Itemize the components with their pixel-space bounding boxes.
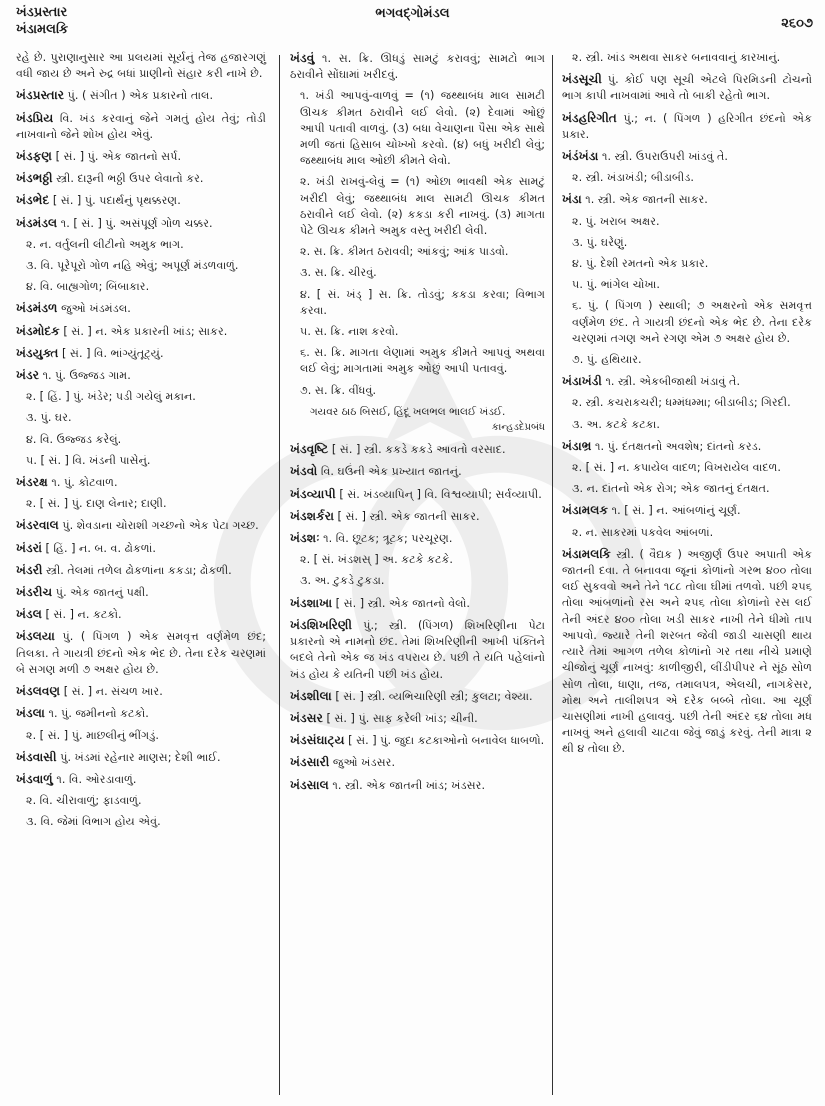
- headword: ખંડામલક: [562, 503, 609, 518]
- sense-item: [16, 237, 266, 253]
- sense-item: [16, 389, 266, 405]
- sense-item: [16, 432, 266, 448]
- headword: ખંડલવણ: [16, 684, 61, 699]
- definition-text: ૩. ન. દાંતનો એક રોગ; એક જાતનું દંતક્ષત.: [572, 482, 770, 496]
- page-number: ૨૬૦૭: [781, 16, 813, 31]
- dictionary-entry: [290, 530, 545, 547]
- sense-item: [562, 256, 812, 272]
- definition-text: પું. ( સંગીત ) એક પ્રકારનો તાલ.: [64, 89, 214, 103]
- sense-item: [290, 244, 545, 260]
- definition-text: ૧. પું. ઉજ્જડ ગામ.: [39, 369, 131, 383]
- dictionary-entry: [290, 463, 545, 480]
- definition-text: ૪. [ સં. ખંડ્ ] સ. ક્રિ. તોડવું; કકડા કરવા; વિભાગ કરવા.: [300, 287, 545, 317]
- citation-quote: [290, 404, 545, 420]
- definition-text: ૨. [ સં. ] ન. કપાયેલ વાદળ; વિખરાયેલ વાદળ.: [572, 461, 781, 475]
- definition-text: ૩. વિ. જેમાં વિભાગ હોય એવું.: [26, 815, 161, 829]
- definition-text: ૧. સ્ત્રી. એકબીજાથી ખંડાવું તે.: [601, 375, 741, 389]
- sense-item: [290, 88, 545, 169]
- definition-text: ૩. પું. ઘર.: [26, 411, 72, 425]
- headword: ખંડસર: [290, 710, 323, 725]
- definition-text: ૩. પું. ઘરેણું.: [572, 235, 628, 249]
- sense-item: [562, 460, 812, 476]
- headword: ખંડમોદક: [16, 323, 60, 338]
- definition-text: ૧. પું. જમીનનો કટકો.: [44, 707, 149, 721]
- headword: ખંડફણ: [16, 149, 53, 164]
- dictionary-entry: [16, 215, 266, 232]
- definition-text: ૧. સ. ક્રિ. ઊધડું સામટું કરાવવું; સામટો ભાગ ઠરાવીને સોંઘામાં ખરીદવું.: [290, 52, 545, 82]
- sense-item: [290, 174, 545, 239]
- headword: ખંડશઃ: [290, 531, 320, 546]
- dictionary-entry: [290, 508, 545, 525]
- headword: ખંડમંડલ: [16, 215, 58, 230]
- headword: ખંડાખંડી: [562, 374, 602, 389]
- definition-text: ૧. સ્ત્રી. એક જાતની ખાંડ; ખંડસર.: [328, 778, 486, 792]
- column-3: [562, 50, 812, 763]
- headword: ખંડવૃષ્ટિ: [290, 442, 329, 457]
- book-title: ભગવદ્ગોમંડલ: [375, 6, 450, 21]
- sense-item: [16, 814, 266, 830]
- dictionary-entry: [16, 705, 266, 722]
- definition-text: ૧. ખંડી આપવું-વાળવું = (૧) જથ્થાબંધ માલ સામટી ઊચક કીમત ઠરાવીને લઈ લેવો. (૨) દેવામાં ઓછું આપી પતાવી વાળવું. (૩) બધા વેચાણના પૈસા એક સાથે મળી જતાં હિસાબ ચોખ્ખો કરવો. (૪) બધું ખરીદી લેવું; જથ્થાબંધ માલ ઓછી કીમતે લેવો.: [300, 89, 545, 168]
- dictionary-entry: [16, 170, 266, 187]
- definition-text: [ સં. ] ન. કટકો.: [41, 608, 122, 622]
- sense-item: [562, 50, 812, 66]
- dictionary-entry: [290, 595, 545, 612]
- dictionary-entry: [16, 345, 266, 362]
- headword: ખંડયુક્ત: [16, 345, 59, 360]
- definition-text: [ સં. ] પું. જુદા કટકાઓનો બનાવેલ ધાબળો.: [344, 734, 545, 748]
- definition-text: [ સં. ] સ્ત્રી. કકડે કકડે આવતો વરસાદ.: [328, 443, 506, 457]
- headword: ખંડશર્કરા: [290, 508, 334, 523]
- definition-text: ૨. સ્ત્રી. ખાંડ અથવા સાકર બનાવવાનું કારખાનું.: [572, 51, 781, 64]
- definition-text: [ સં. ] વિ. ભાંગ્યુંતૂટ્યું.: [58, 346, 164, 360]
- definition-text: ૧. પું. દંતક્ષતનો અવશેષ; દાંતનો કરડ.: [591, 439, 762, 453]
- definition-text: [ સં. ખંડવ્યાપિન્ ] વિ. વિશ્વવ્યાપી; સર્વવ્યાપી.: [335, 487, 542, 501]
- definition-text: ૬. પું. ( પિંગળ ) સ્થાલી; ૭ અક્ષરનો એક સમવૃત્ત વર્ણમેળ છંદ. તે ગાયત્રી છંદનો એક ભેદ છે. તેના દરેક ચરણમાં તગણ અને રગણ એમ ૭ અક્ષર હોય છે.: [572, 299, 812, 345]
- definition-text: [ સં. ] પું. એક જાતનો સર્પ.: [52, 150, 182, 164]
- dictionary-entry: [290, 754, 545, 771]
- dictionary-entry: [16, 683, 266, 700]
- headword: ખંડા: [562, 192, 582, 207]
- definition-text: ૩. સ. ક્રિ. ચીરવું.: [300, 266, 377, 280]
- headword: ખંડરવાલ: [16, 518, 59, 533]
- dictionary-entry: [562, 373, 812, 390]
- definition-text: વિ. ઘઉંની એક પ્રખ્યાત જાતનું.: [317, 465, 462, 479]
- headword: ખંડભઠ્ઠી: [16, 171, 53, 186]
- headword: ખંડરાં: [16, 540, 42, 555]
- column-1: [16, 50, 266, 836]
- definition-text: ૨. [ સં. ] પું. માછલીનું ભીંગડું.: [26, 728, 159, 742]
- definition-text: ૫. સ. ક્રિ. નાશ કરવો.: [300, 325, 399, 339]
- dictionary-entry: [16, 110, 266, 143]
- sense-item: [290, 265, 545, 281]
- definition-text: ૨. પું. ખરાબ અક્ષર.: [572, 214, 660, 228]
- definition-text: ૪. પું. દેશી રમતનો એક પ્રકાર.: [572, 257, 709, 271]
- dictionary-entry: [562, 148, 812, 165]
- sense-item: [562, 214, 812, 230]
- dictionary-entry: [16, 584, 266, 601]
- dictionary-entry: [290, 688, 545, 705]
- definition-text: ૨. વિ. ચીરાવાળું; ફાડવાળું.: [26, 794, 142, 808]
- definition-text: ૩. વિ. પૂરેપૂરો ગોળ નહિ એવું; અપૂર્ણ મંડળવાળું.: [26, 259, 239, 273]
- sense-item: [16, 410, 266, 426]
- dictionary-entry: [290, 50, 545, 83]
- definition-text: સ્ત્રી. દારૂની ભઠ્ઠી ઉપર લેવાતો કર.: [52, 172, 204, 186]
- sense-item: [562, 417, 812, 433]
- dictionary-entry: [290, 617, 545, 683]
- definition-text: ૬. સ. ક્રિ. માગતા લેણામાં અમુક કીમતે આપવું અથવા લઈ લેવું; માગતામાં અમુક ઓછું આપી પતાવવું.: [300, 346, 545, 376]
- definition-text: [ હિં. ] ન. બ. વ. ઢોકળાં.: [42, 541, 156, 555]
- definition-text: જુઓ ખંડમંડલ.: [57, 302, 131, 316]
- definition-text: [ સં. ] ન. સંચળ ખાર.: [60, 685, 163, 699]
- sense-item: [562, 352, 812, 368]
- dictionary-entry: [16, 628, 266, 678]
- headword: ખંડવું: [290, 51, 315, 65]
- dictionary-entry: [290, 732, 545, 749]
- definition-text: ૫. પું. ભાંગેલ ચોખા.: [572, 278, 660, 292]
- headword: ખંડવ્યાપી: [290, 486, 336, 501]
- headword: ખંડરી: [16, 562, 43, 577]
- definition-text: પું. ( પિંગળ ) એક સમવૃત્ત વર્ણમેળ છંદ; તિલકા. તે ગાયત્રી છંદનો એક ભેદ છે. તેના દરેક ચરણમાં બે સગણ મળી ૭ અક્ષર હોય છે.: [16, 630, 266, 676]
- headword: ખંડલયા: [16, 629, 55, 644]
- headword: ખંડહરિગીત: [562, 110, 617, 125]
- definition-text: ૧. પું. કોટવાળ.: [47, 476, 118, 490]
- sense-item: [290, 287, 545, 319]
- definition-text: ૧. સ્ત્રી. એક જાતની સાકર.: [581, 193, 708, 207]
- dictionary-entry: [16, 474, 266, 491]
- dictionary-entry: [16, 517, 266, 534]
- sense-item: [16, 496, 266, 512]
- definition-text: ૨. ન. સાકરમાં પકવેલ આંબળાં.: [572, 525, 714, 539]
- definition-text: ૩. અ. ટુકડે ટુકડા.: [300, 574, 385, 588]
- definition-text: [ સં. ] સ્ત્રી. એક જાતની સાકર.: [334, 509, 480, 523]
- headword: ખંડપ્રસ્તાર: [16, 88, 65, 103]
- definition-text: ૧. [ સં. ] ન. આંબળાંનું ચૂર્ણ.: [608, 504, 741, 518]
- sense-item: [290, 383, 545, 399]
- headword: ખંડસાલ: [290, 777, 329, 792]
- dictionary-entry: [16, 323, 266, 340]
- definition-text: પું. ખંડમાં રહેનાર માણસ; દેશી ભાઈ.: [56, 750, 221, 764]
- sense-item: [16, 258, 266, 274]
- dictionary-entry: [290, 441, 545, 458]
- definition-text: ૭. સ. ક્રિ. વીંધવું.: [300, 383, 377, 397]
- guide-word-first: ખંડપ્રસ્તાર: [16, 5, 68, 20]
- definition-text: ૨. [ સં. ] પું. દાણ લેનાર; દાણી.: [26, 497, 167, 511]
- column-2: [290, 50, 545, 799]
- dictionary-entry: [562, 191, 812, 208]
- definition-text: ૪. વિ. બાહ્યગોળ; બિંબાકાર.: [26, 280, 150, 294]
- sense-item: [290, 345, 545, 377]
- definition-text: ૨. સ્ત્રી. ખંડાખંડી; બીડાબીડ.: [572, 171, 694, 185]
- dictionary-entry: [290, 710, 545, 727]
- sense-item: [562, 298, 812, 347]
- sense-item: [290, 552, 545, 568]
- sense-item: [562, 525, 812, 541]
- definition-text: ૨. ખંડી રાખવું-લેવું = (૧) ઓછા ભાવથી એક સામટું ખરીદી લેવું; જથ્થાબંધ માલ સામટી ઊચક કીમત ઠરાવીને લઈ લેવો. (૨) કકડા કરી નાખવું. (૩) માગતા પેટે ઊચક કીમતે અમુક વસ્તુ ખરીદી લેવી.: [300, 175, 545, 238]
- definition-text: ૪. વિ. ઉજ્જડ કરેલું.: [26, 432, 122, 446]
- sense-item: [290, 324, 545, 340]
- dictionary-entry: [562, 71, 812, 104]
- dictionary-entry: [562, 110, 812, 143]
- headword: ખંડરક્ષ: [16, 475, 48, 490]
- definition-text: ૫. [ સં. ] વિ. ખંડની પાસેનું.: [26, 453, 151, 467]
- definition-text: પું. કોઈ પણ સૂચી એટલે પિરમિડની ટોચનો ભાગ કાપી નાખવામાં આવે તો બાકી રહેતો ભાગ.: [562, 73, 812, 103]
- headword: ખંડવાસી: [16, 749, 57, 764]
- definition-text: ૨. ન. વર્તુલની લીટીનો અમુક ભાગ.: [26, 237, 184, 251]
- guide-word-last: ખંડામલકિ: [16, 22, 69, 37]
- definition-text: કાન્હડદેપ્રબંધ: [491, 422, 545, 434]
- definition-text: પું.; સ્ત્રી. (પિંગળ) શિખરિણીના પેટા પ્રકારનો એ નામનો છંદ. તેમાં શિખરિણીની આખી પંક્તિને બદલે તેનો એક જ ખંડ વપરાય છે. પછી તે યતિ પહેલાંનો ખંડ હોય કે યતિની પછી ખંડ હોય.: [290, 618, 545, 681]
- definition-text: [ સં. ] સ્ત્રી. વ્યભિચારિણી સ્ત્રી; કુલટા; વેશ્યા.: [331, 689, 533, 703]
- definition-text: ૧. સ્ત્રી. ઉપરાઉપરી ખાંડવું તે.: [598, 150, 728, 164]
- definition-text: ૭. પું. હથિયાર.: [572, 353, 642, 367]
- definition-text: ૧. વિ. ઓરડાવાળું.: [52, 772, 137, 786]
- dictionary-entry: [16, 300, 266, 317]
- headword: ખંડશિખરિણી: [290, 617, 353, 632]
- headword: ખંડામલકિ: [562, 546, 611, 561]
- definition-text: જુઓ ખંડસર.: [329, 756, 396, 770]
- definition-text: [ સં. ] પું. સાફ કરેલી ખાંડ; ચીની.: [322, 711, 478, 725]
- headword: ખંડમંડળ: [16, 301, 58, 316]
- dictionary-entry: [16, 540, 266, 557]
- definition-text: સ્ત્રી. ( વૈદ્યક ) અજીર્ણ ઉપર અપાતી એક જાતની દવા. તે બનાવવા જૂનાં કોળાંનો ગરભ ૪૦૦ તોલા લઈ સુકવવો અને તેને ૧૮૮ તોલા ઘીમાં તળવો. પછી ૨૫૬ તોલા આંબળાંનો રસ અને ૨૫૬ તોલા કોળાંનો રસ લઈ તેની અંદર ૪૦૦ તોલા ખડી સાકર નાખી તેને ધીમો તાપ આપવો. જ્યારે તેની શરબત જેવી જાડી ચાસણી થાય ત્યારે તેમાં આગળ તળેલ કોળાંનો ગર તથા નીચે પ્રમાણે ચીજોનું ચૂર્ણ નાખવું: કાળીજીરી, લીંડીપીપર ને સૂંઠ સોળ સોળ તોલા, ધાણા, તજ, તમાલપત્ર, એલચી, નાગકેસર, મોથ અને તાલીશપત્ર એ દરેક બબ્બે તોલા. આ ચૂર્ણ ચાસણીમાં નાખી હલાવવું. પછી તેની અંદર ૬૪ તોલા મધ નાખવું અને હલાવી ચાટવા જેવું જાડું કરવું. તેની માત્રા ૨ થી ૪ તોલા છે.: [562, 547, 812, 756]
- definition-text: [ સં. ] ન. એક પ્રકારની ખાંડ; સાકર.: [59, 324, 228, 338]
- headword: ખંડપ્રિય: [16, 110, 54, 125]
- dictionary-entry: [16, 771, 266, 788]
- sense-item: [562, 395, 812, 411]
- dictionary-entry: [16, 50, 266, 82]
- headword: ખંડાભ્ર: [562, 438, 592, 453]
- definition-text: ૨. સ. ક્રિ. કીમત ઠરાવવી; આંકવું; આંક પાડવો.: [300, 245, 509, 259]
- definition-text: ગયવર ઠાઠ બિસઈ, હિંદૂ ખલભલ ભાલઈ ખંડઈ.: [310, 405, 506, 418]
- dictionary-entry: [562, 546, 812, 758]
- dictionary-entry: [16, 192, 266, 209]
- definition-text: ૨. [ હિં. ] પું. ખંડેર; પડી ગયેલું મકાન.: [26, 390, 196, 404]
- dictionary-entry: [16, 367, 266, 384]
- headword: ખંડરીચ: [16, 585, 53, 600]
- dictionary-entry: [290, 486, 545, 503]
- headword: ખંડર: [16, 368, 40, 383]
- definition-text: પું. શેવડાના ચોરાશી ગચ્છનો એક પેટા ગચ્છ.: [58, 519, 259, 533]
- definition-text: પું.; ન. ( પિંગળ ) હરિગીત છંદનો એક પ્રકાર.: [562, 111, 812, 141]
- sense-item: [16, 453, 266, 469]
- definition-text: પું. એક જાતનું પક્ષી.: [52, 586, 149, 600]
- headword: ખંડસૂચી: [562, 72, 602, 87]
- headword: ખંડસંઘાટ્ય: [290, 733, 345, 748]
- definition-text: ૨. સ્ત્રી. કચરાકચરી; ધમ્મંધમ્મા; બીડાબીડ; ગિરદી.: [572, 396, 791, 410]
- sense-item: [16, 279, 266, 295]
- definition-text: [ સં. ] પું. પદાર્થનું પૃથક્કરણ.: [49, 194, 181, 208]
- definition-text: ૩. અ. કટકે કટકા.: [572, 417, 660, 431]
- definition-text: રહે છે. પુરાણાનુસાર આ પ્રલયમાં સૂર્યનું તેજ હજારગણું વધી જાય છે અને રુદ્ર બધાં પ્રાણીનો સંહાર કરી નાખે છે.: [16, 51, 266, 81]
- dictionary-entry: [562, 438, 812, 455]
- dictionary-entry: [16, 749, 266, 766]
- headword: ખંડશીલા: [290, 688, 332, 703]
- definition-text: વિ. ખંડ કરવાનું જેને ગમતું હોય તેવું; તોડી નાખવાનો જેને શોખ હોય એવું.: [16, 111, 266, 141]
- citation-source: [290, 420, 545, 436]
- dictionary-entry: [290, 777, 545, 794]
- headword: ખંડવો: [290, 464, 318, 479]
- sense-item: [290, 573, 545, 589]
- sense-item: [562, 277, 812, 293]
- dictionary-entry: [16, 562, 266, 579]
- sense-item: [562, 481, 812, 497]
- sense-item: [562, 235, 812, 251]
- dictionary-columns: [0, 50, 825, 1106]
- headword: ખંડશાખા: [290, 595, 333, 610]
- dictionary-entry: [562, 502, 812, 519]
- definition-text: ૧. [ સં. ] પું. અસંપૂર્ણ ગોળ ચક્કર.: [57, 216, 213, 230]
- page-header: [0, 0, 825, 48]
- dictionary-entry: [16, 606, 266, 623]
- sense-item: [562, 170, 812, 186]
- headword: ખંડલા: [16, 706, 45, 721]
- dictionary-entry: [16, 87, 266, 104]
- headword: ખંડંખંડા: [562, 149, 599, 164]
- definition-text: [ સં. ] સ્ત્રી. એક જાતનો વેલો.: [332, 596, 470, 610]
- definition-text: ૧. વિ. છૂટક; ત્રૂટક; પરચૂરણ.: [319, 532, 453, 546]
- headword: ખંડસારી: [290, 755, 330, 770]
- sense-item: [16, 728, 266, 744]
- dictionary-entry: [16, 148, 266, 165]
- headword: ખંડભેદ: [16, 193, 50, 208]
- sense-item: [16, 793, 266, 809]
- definition-text: સ્ત્રી. તેલમાં તળેલ ઢોકળાંના કકડા; ઢોકળી.: [42, 563, 232, 577]
- definition-text: ૨. [ સં. ખંડશસ્ ] અ. કટકે કટકે.: [300, 553, 453, 567]
- headword: ખંડવાળું: [16, 771, 53, 786]
- headword: ખંડલ: [16, 607, 42, 622]
